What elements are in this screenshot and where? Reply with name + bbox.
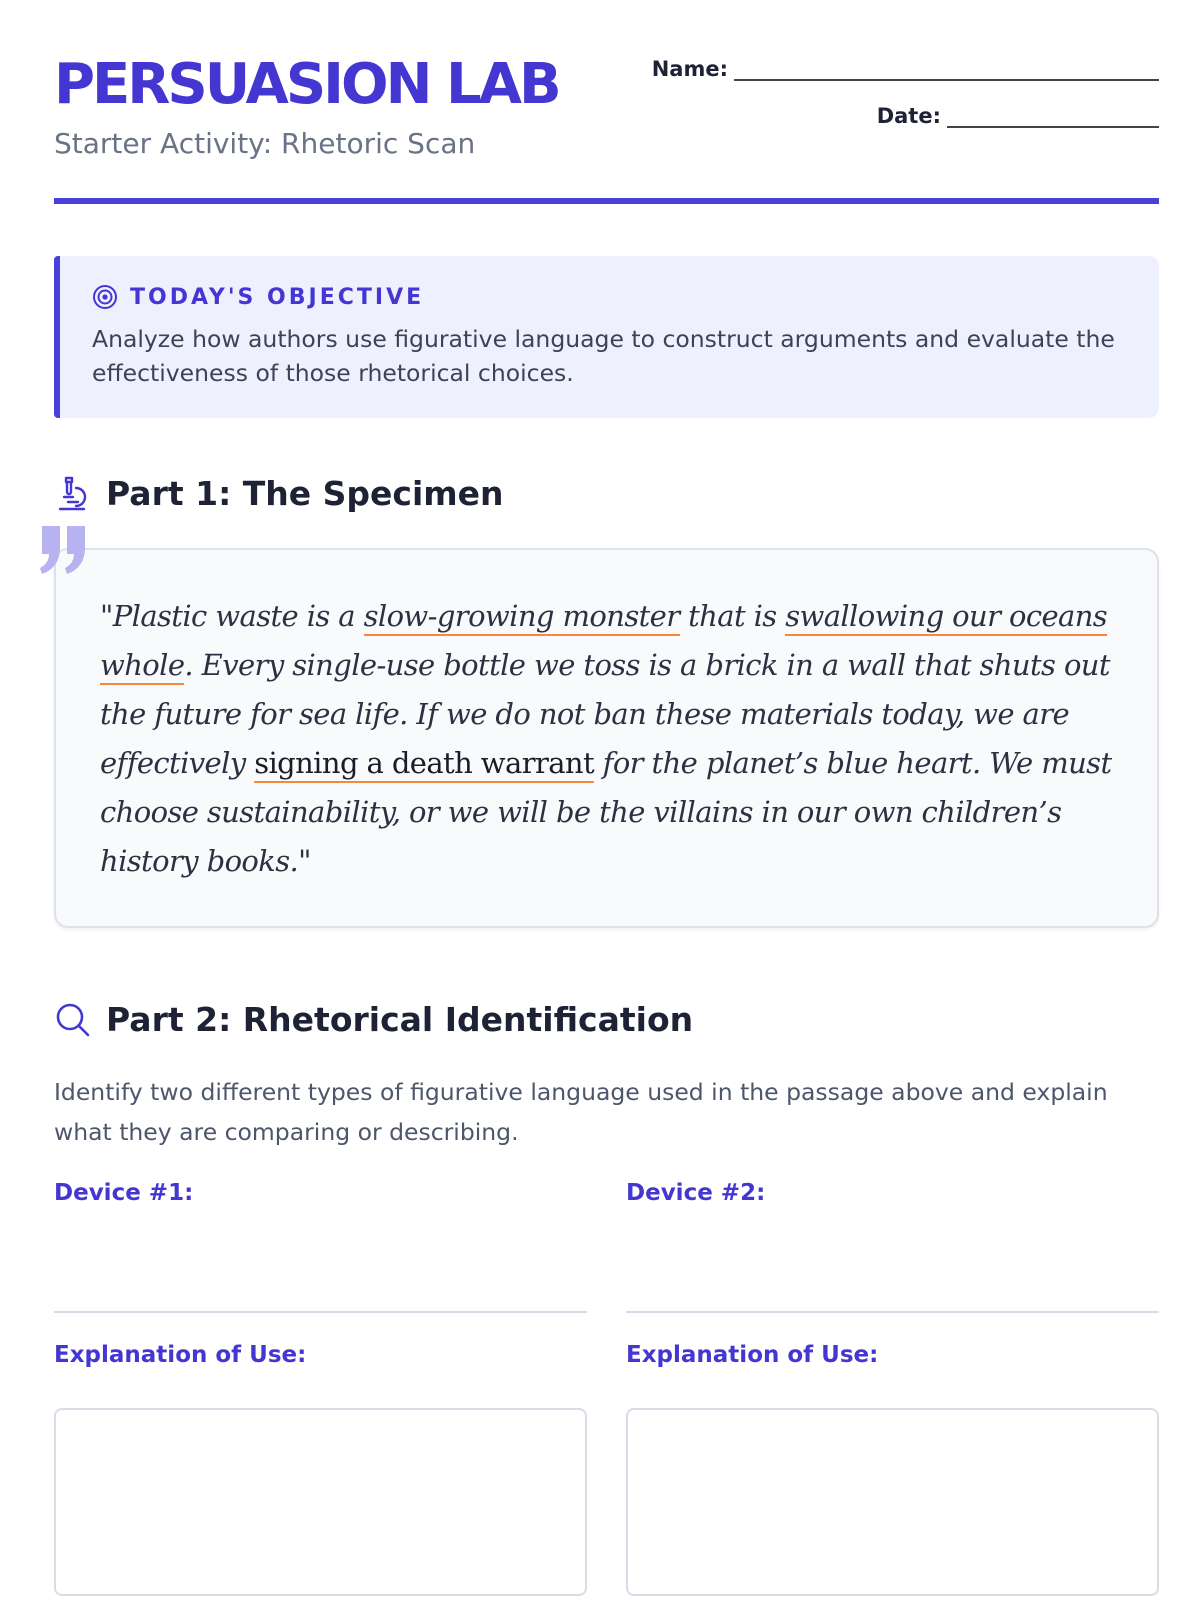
explanation1-label: Explanation of Use: <box>54 1342 307 1368</box>
date-label: Date: <box>876 104 941 128</box>
worksheet-page <box>54 0 1159 1600</box>
device2-label: Device #2: <box>626 1180 766 1206</box>
worksheet-subtitle: Starter Activity: Rhetoric Scan <box>54 127 476 160</box>
worksheet-title: PERSUASION LAB <box>54 52 559 117</box>
specimen-passage-box <box>54 548 1159 928</box>
device2-answer-line[interactable] <box>626 1311 1159 1313</box>
objective-text: Analyze how authors use figurative language to construct arguments and evaluate the effectiveness of those rhetorical choices. <box>92 325 1115 387</box>
magnifier-icon <box>54 1001 92 1039</box>
device1-answer-line[interactable] <box>54 1311 587 1313</box>
passage-segment: "Plastic waste is a <box>100 599 364 633</box>
part2-title: Part 2: Rhetorical Identification <box>106 1000 694 1039</box>
device1-label: Device #1: <box>54 1180 194 1206</box>
explanation2-answer-box[interactable] <box>626 1408 1159 1596</box>
passage-segment: for the planet’s blue heart. We must choose sustainability, or we will be the villains in our own children’s history books." <box>100 746 1112 878</box>
highlighted-phrase-swallowing: swallowing our oceans whole <box>100 599 1107 685</box>
name-blank-line[interactable] <box>734 59 1159 81</box>
passage-segment: that is <box>679 599 786 633</box>
objective-box <box>54 256 1159 418</box>
highlighted-phrase-monster: slow-growing monster <box>364 599 680 636</box>
explanation1-answer-box[interactable] <box>54 1408 587 1596</box>
quote-mark-icon <box>40 524 88 576</box>
name-label: Name: <box>651 57 728 81</box>
name-field <box>652 57 1159 81</box>
part1-heading <box>54 474 504 513</box>
target-icon <box>92 284 118 310</box>
part2-instructions: Identify two different types of figurative language used in the passage above and explain what they are comparing or describing. <box>54 1078 1108 1146</box>
part2-heading <box>54 1000 693 1039</box>
microscope-icon <box>54 475 92 513</box>
worksheet-header <box>54 0 1159 204</box>
objective-heading: TODAY'S OBJECTIVE <box>130 284 425 310</box>
specimen-passage <box>100 592 1130 886</box>
date-blank-line[interactable] <box>947 106 1159 128</box>
objective-header <box>92 284 424 310</box>
passage-segment: . Every single-use bottle we toss is a brick in a wall that shuts out the future for sea life. If we do not ban these materials today, we are effectively <box>100 648 1110 780</box>
highlighted-phrase-death-warrant: signing a death warrant <box>254 746 594 783</box>
date-field <box>877 104 1159 128</box>
explanation2-label: Explanation of Use: <box>626 1342 879 1368</box>
part1-title: Part 1: The Specimen <box>106 474 504 513</box>
